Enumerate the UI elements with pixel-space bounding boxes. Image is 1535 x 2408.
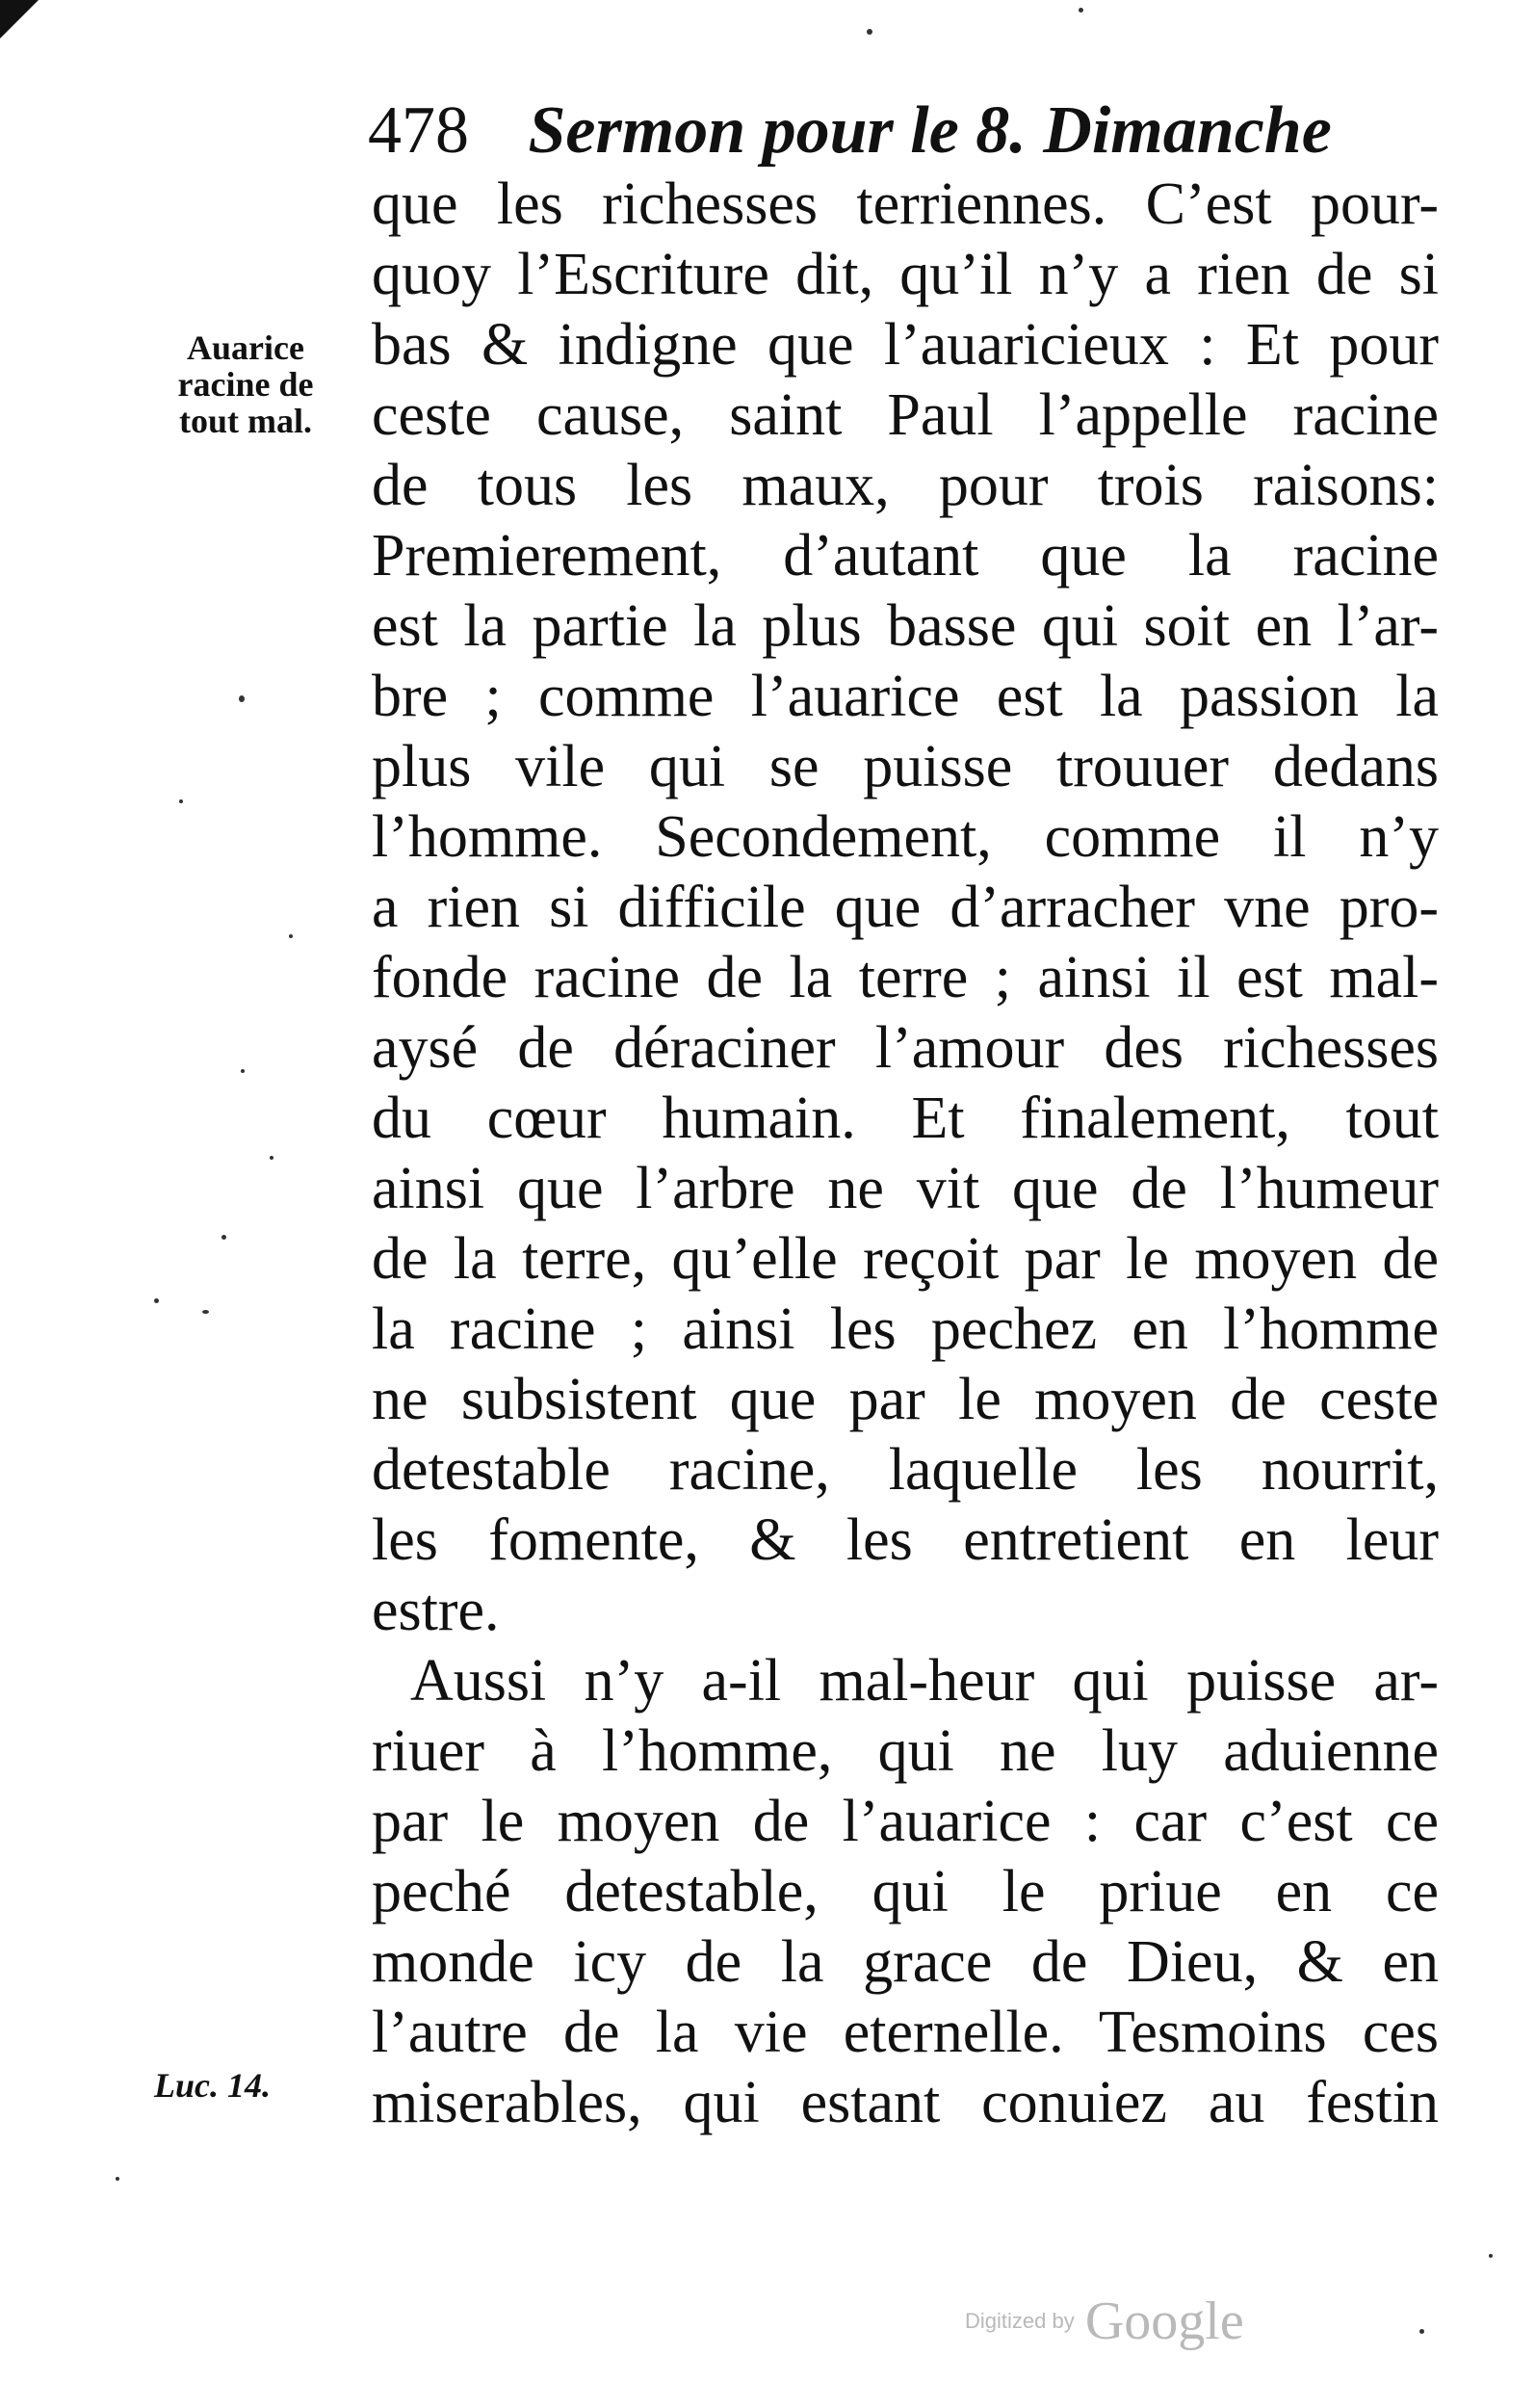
ink-speck	[202, 1310, 209, 1314]
text-line: par le moyen de l’auarice : car c’est ce	[372, 1789, 1439, 1854]
text-line: monde icy de la grace de Dieu, & en	[372, 1929, 1439, 1995]
text-line: quoy l’Escriture dit, qu’il n’y a rien de si	[372, 242, 1439, 307]
ink-speck	[239, 695, 245, 702]
text-line: Premierement, d’autant que la racine	[372, 523, 1439, 589]
text-line: a rien si difficile que d’arracher vne pro-	[372, 875, 1439, 940]
text-line: l’autre de la vie eternelle. Tesmoins ces	[372, 2000, 1439, 2065]
text-line: ceste cause, saint Paul l’appelle racine	[372, 382, 1439, 448]
text-line: ainsi que l’arbre ne vit que de l’humeur	[372, 1156, 1439, 1221]
text-line: fonde racine de la terre ; ainsi il est mal-	[372, 945, 1439, 1010]
text-line: que les richesses terriennes. C’est pour-	[372, 171, 1439, 237]
page-number: 478	[368, 93, 469, 168]
text-line: estre.	[372, 1578, 500, 1643]
ink-speck	[289, 934, 293, 938]
ink-speck	[116, 2177, 119, 2181]
text-line: la racine ; ainsi les pechez en l’homme	[372, 1296, 1439, 1362]
text-line: bre ; comme l’auarice est la passion la	[372, 664, 1439, 729]
text-line: plus vile qui se puisse trouuer dedans	[372, 734, 1439, 799]
text-line: est la partie la plus basse qui soit en l’ar-	[372, 593, 1439, 659]
text-line: detestable racine, laquelle les nourrit,	[372, 1437, 1439, 1503]
text-line: riuer à l’homme, qui ne luy aduienne	[372, 1718, 1439, 1784]
corner-mark	[0, 0, 39, 39]
text-line: Aussi n’y a-il mal-heur qui puisse ar-	[410, 1648, 1439, 1714]
margin-reference: Luc. 14.	[154, 2066, 271, 2105]
ink-speck	[270, 1156, 273, 1160]
ink-speck	[867, 29, 872, 35]
margin-note	[144, 329, 347, 439]
ink-speck	[179, 799, 183, 803]
margin-note-line: racine de	[177, 365, 314, 404]
text-line: de tous les maux, pour trois raisons:	[372, 453, 1439, 518]
text-line: ne subsistent que par le moyen de ceste	[372, 1367, 1439, 1432]
text-line: du cœur humain. Et finalement, tout	[372, 1086, 1439, 1151]
ink-speck	[1079, 8, 1083, 13]
ink-speck	[1489, 2254, 1493, 2258]
ink-speck	[154, 1298, 159, 1303]
watermark-label: Digitized by	[965, 2309, 1075, 2333]
text-line: les fomente, & les entretient en leur	[372, 1507, 1439, 1573]
text-line: l’homme. Secondement, comme il n’y	[372, 804, 1439, 870]
margin-note-line: Auarice	[187, 328, 304, 367]
text-line: peché detestable, qui le priue en ce	[372, 1859, 1439, 1924]
google-logo: Google	[1084, 2291, 1244, 2351]
text-line: aysé de déraciner l’amour des richesses	[372, 1015, 1439, 1081]
running-title: Sermon pour le 8. Dimanche	[528, 93, 1332, 168]
ink-speck	[1419, 2329, 1424, 2334]
body-text	[372, 170, 1439, 2138]
text-line: bas & indigne que l’auaricieux : Et pour	[372, 312, 1439, 378]
page-header	[368, 92, 1331, 170]
ink-speck	[221, 1235, 226, 1240]
margin-note-line: tout mal.	[179, 402, 312, 440]
text-line: miserables, qui estant conuiez au festin	[372, 2070, 1439, 2135]
digitized-by-google-watermark	[965, 2290, 1350, 2358]
text-line: de la terre, qu’elle reçoit par le moyen de	[372, 1226, 1439, 1292]
ink-speck	[241, 1069, 245, 1073]
